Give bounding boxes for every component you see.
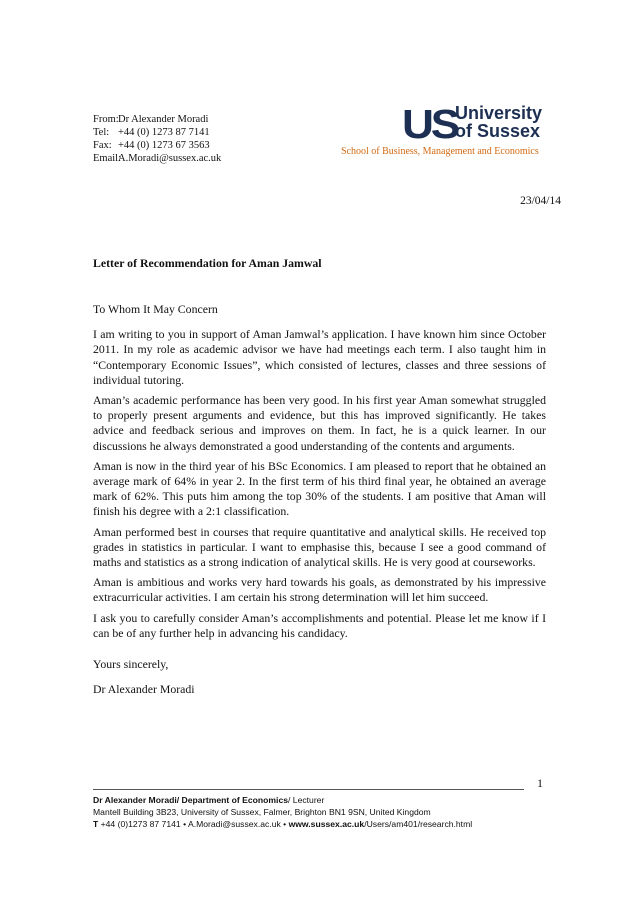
contact-row-tel — [93, 126, 221, 139]
salutation: To Whom It May Concern — [93, 302, 218, 316]
university-logo — [402, 101, 552, 147]
page-number: 1 — [537, 776, 543, 790]
footer-website-link[interactable]: www.sussex.ac.uk — [288, 819, 365, 830]
footer-name: Dr Alexander Moradi — [93, 795, 177, 805]
logo-line-1: University — [455, 103, 543, 123]
contact-value: +44 (0) 1273 67 3563 — [118, 140, 210, 151]
paragraph: I ask you to carefully consider Aman’s accomplishments and potential. Please let me know if I can be of any further help in advancing his candidacy. — [93, 610, 546, 640]
contact-row-email — [93, 152, 221, 165]
closing: Yours sincerely, — [93, 657, 169, 672]
logo-wordmark — [455, 104, 542, 140]
contact-value: A.Moradi@sussex.ac.uk — [118, 153, 222, 164]
footer-role: Lecturer — [292, 795, 325, 805]
letter-date: 23/04/14 — [520, 195, 561, 207]
footer-contact: +44 (0)1273 87 7141 • A.Moradi@sussex.ac.uk • — [98, 819, 289, 830]
paragraph: Aman is now in the third year of his BSc Economics. I am pleased to report that he obtained an average mark of 64% in year 2. In the first term of his third final year, he obtained an average mark of 62%. This puts him among the top 30% of the students. I am positive that Aman will finish his degree with a 2:1 classification. — [93, 458, 546, 519]
contact-label: Tel: — [93, 127, 110, 138]
contact-label: From: — [93, 114, 119, 125]
contact-label: Fax: — [93, 140, 112, 151]
paragraph: Aman is ambitious and works very hard towards his goals, as demonstrated by his impressive extracurricular activities. I am certain his strong determination will let him succeed. — [93, 575, 546, 605]
signature-name: Dr Alexander Moradi — [93, 682, 195, 697]
contact-row-from — [93, 113, 221, 126]
logo-line-2: of Sussex — [455, 121, 541, 141]
contact-block — [93, 113, 221, 165]
letter-subject: Letter of Recommendation for Aman Jamwal — [93, 256, 322, 270]
paragraph: Aman performed best in courses that require quantitative and analytical skills. He received top grades in statistics in particular. I want to emphasise this, because I see a good command of maths and statistics as a strong indication of analytical skills. He is very good at courseworks. — [93, 524, 546, 570]
footer-website-path[interactable]: /Users/am401/research.html — [364, 819, 473, 830]
contact-row-fax — [93, 139, 221, 152]
contact-value: Dr Alexander Moradi — [118, 114, 209, 125]
logo-mark: US — [402, 101, 458, 147]
paragraph: I am writing to you in support of Aman Jamwal’s application. I have known him since October 2011. In my role as academic advisor we have had meetings each term. I also taught him in “Contemporary Economic Issues”, which consisted of lectures, classes and three sessions of individual tutoring. — [93, 327, 546, 387]
footer-separator: / — [288, 795, 293, 805]
paragraph: Aman’s academic performance has been very good. In his first year Aman somewhat struggled to properly present arguments and evidence, but this has improved significantly. He takes advice and feedback serious and improves on them. In fact, he is a quick learner. In our discussions he always demonstrated a good understanding of the contents and arguments. — [93, 393, 546, 453]
contact-label: Email: — [93, 153, 121, 164]
letter-body — [93, 302, 546, 702]
school-name: School of Business, Management and Economics — [341, 146, 539, 157]
footer-tel-label: T — [93, 819, 99, 830]
footer-line-1 — [93, 794, 472, 806]
footer-separator: / — [176, 795, 182, 805]
contact-value: +44 (0) 1273 87 7141 — [118, 127, 210, 138]
footer-divider — [93, 789, 524, 790]
footer — [93, 794, 472, 831]
footer-address: Mantell Building 3B23, University of Sussex, Falmer, Brighton BN1 9SN, United Kingdom — [93, 807, 431, 818]
footer-line-3 — [93, 818, 472, 830]
footer-department: Department of Economics — [181, 795, 289, 805]
